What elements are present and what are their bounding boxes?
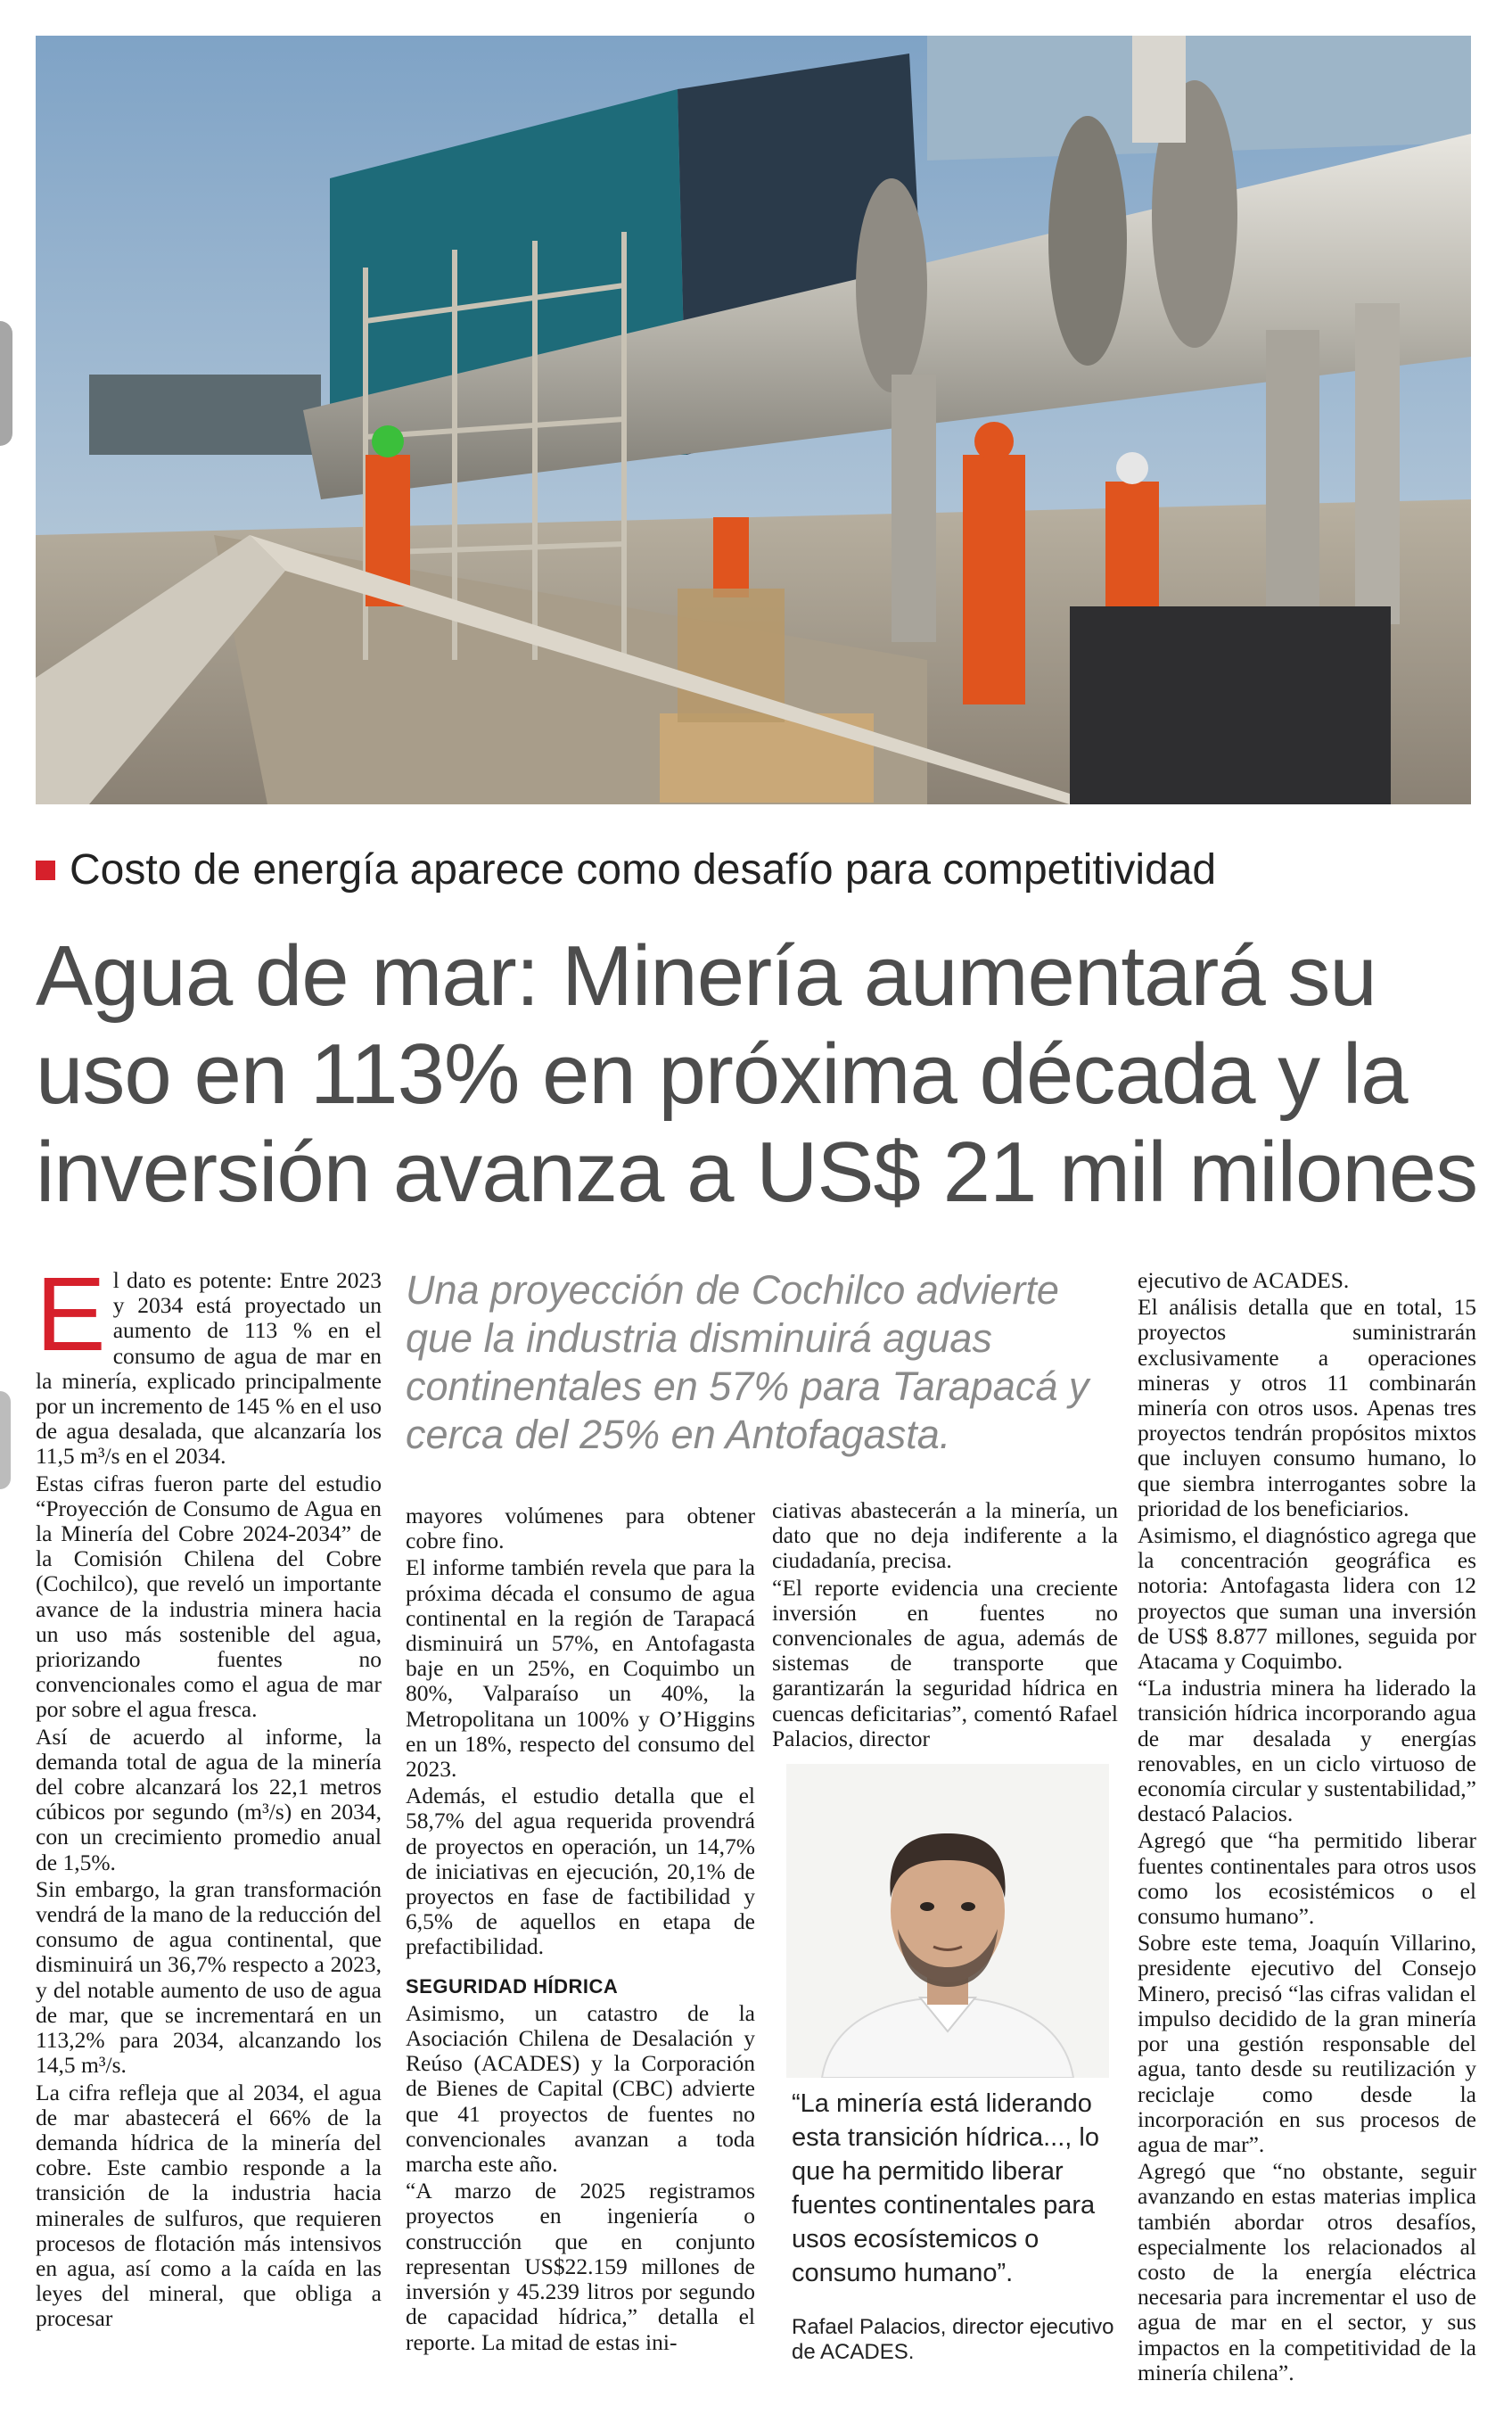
paragraph: “A marzo de 2025 registramos proyectos en ingeniería o construcción que en conjunto representan US$22.159 millones de inversión y 45.239 litros por segundo de capacidad hídrica,” detalla el reporte. La mitad de estas ini- <box>406 2178 755 2355</box>
paragraph: Asimismo, un catastro de la Asociación Chilena de Desalación y Reúso (ACADES) y la Corporación de Bienes de Capital (CBC) advierte que 41 proyectos de fuentes no convencionales avanzan a toda marcha este año. <box>406 1999 755 2178</box>
paragraph: ejecutivo de ACADES. <box>1138 1267 1350 1293</box>
article-column-2 <box>406 1503 755 2357</box>
page-edge-mark <box>0 1391 11 1489</box>
paragraph: El informe también revela que para la próxima década el consumo de agua continental en la región de Tarapacá disminuirá un 57%, en Antofagasta baje en un 25%, en Coquimbo un 80%, Valparaíso un 40%, la Metropolitana un 100% y O’Higgins en un 18%, respecto del consumo del 2023. <box>406 1554 755 1783</box>
kicker-marker <box>36 861 55 880</box>
paragraph: “La industria minera ha liderado la transición hídrica incorporando agua de mar desalada y energías renovables, en un ciclo virtuoso de economía circular y sustentabilidad,” destacó Palacios. <box>1138 1675 1476 1827</box>
paragraph: Sobre este tema, Joaquín Villarino, presidente ejecutivo del Consejo Minero, precisó “las cifras validan el impulso decidido de la gran minería por una gestión responsable del agua, tanto desde su reutilización y reciclaje como desde la incorporación en sus procesos de agua de mar”. <box>1138 1930 1476 2157</box>
paragraph: Así de acuerdo al informe, la demanda total de agua de la minería del cobre alcanzará los 22,1 metros cúbicos por segundo (m³/s) en 2034, con un crecimiento promedio anual de 1,5%. <box>36 1723 382 1875</box>
paragraph: “El reporte evidencia una creciente inversión en fuentes no convencionales de agua, además de sistemas de transporte que garantizarán la seguridad hídrica en cuencas deficitarias”, comentó Rafael Palacios, director <box>772 1574 1118 1751</box>
drop-cap: E <box>36 1256 106 1373</box>
article-column-3 <box>772 1498 1118 1753</box>
headline: Agua de mar: Minería aumentará su uso en 113% en próxima década y la inversión avanza a US$ 21 mil milones <box>36 928 1478 1220</box>
industrial-plant-photo <box>36 36 1471 804</box>
paragraph: Sin embargo, la gran transformación vendrá de la mano de la reducción del consumo de agua continental, que disminuirá un 36,7% respecto a 2023, y del notable aumento de uso de agua de mar, que se incrementará en un 113,2% para 2034, alcanzando los 14,5 m³/s. <box>36 1875 382 2079</box>
paragraph: La cifra refleja que al 2034, el agua de mar abastecerá el 66% de la demanda hídrica de la minería del cobre. Este cambio responde a la transición de la industria hacia minerales de sulfuros, que requieren procesos de flotación más intensivos en agua, así como a la caída en las leyes del mineral, que obliga a procesar <box>36 2079 382 2332</box>
paragraph: Agregó que “no obstante, seguir avanzando en estas materias implica también abordar otros desafíos, especialmente los relacionados al costo de la energía eléctrica necesaria para incrementar el uso de agua de mar en el sector, y sus impactos en la competitividad de la minería chilena”. <box>1138 2158 1476 2385</box>
kicker <box>36 845 1471 894</box>
article-column-1 <box>36 1256 382 2334</box>
paragraph: El análisis detalla que en total, 15 proyectos suministrarán exclusivamente a operaciones mineras y otros 11 combinarán minería con otros usos. Apenas tres proyectos tendrán propósitos mixtos que incluyen consumo humano, lo que siembra interrogantes sobre la prioridad de los beneficiarios. <box>1138 1294 1476 1521</box>
person-portrait-icon <box>786 1764 1109 2078</box>
kicker-text: Costo de energía aparece como desafío para competitividad <box>70 846 1217 894</box>
lead-photo <box>36 36 1471 804</box>
paragraph: Además, el estudio detalla que el 58,7% del agua requerida provendrá de proyectos en operación, un 14,7% de iniciativas en ejecución, 20,1% de proyectos en fase de factibilidad y 6,5% de aquellos en etapa de prefactibilidad. <box>406 1783 755 1960</box>
section-subhead: SEGURIDAD HÍDRICA <box>406 1974 619 1998</box>
portrait-caption: Rafael Palacios, director ejecutivo de ACADES. <box>792 2315 1114 2364</box>
paragraph: El dato es potente: Entre 2023 y 2034 está proyectado un aumento de 113 % en el consumo de agua de mar en la minería, explicado principalmente por un incremento de 145 % en el uso de agua desalada, que alcanzaría los 11,5 m³/s en el 2034. <box>36 1256 382 1470</box>
paragraph: ciativas abastecerán a la minería, un dato que no deja indiferente a la ciudadanía, precisa. <box>772 1497 1118 1574</box>
deck: Una proyección de Cochilco advierte que la industria disminuirá aguas continentales en 57% para Tarapacá y cerca del 25% en Antofagasta. <box>406 1267 1089 1457</box>
page-edge-mark <box>0 321 12 446</box>
paragraph: Asimismo, el diagnóstico agrega que la concentración geográfica es notoria: Antofagasta lidera con 12 proyectos que suman una inversión de US$ 8.877 millones, seguida por Atacama y Coquimbo. <box>1138 1522 1476 1675</box>
paragraph: Agregó que “ha permitido liberar fuentes continentales para otros usos como los ecosistémicos o el consumo humano”. <box>1138 1827 1476 1930</box>
pull-quote: “La minería está liderando esta transición hídrica..., lo que ha permitido liberar fuentes continentales para usos ecosístemicos o consumo humano”. <box>792 2089 1099 2287</box>
portrait-photo <box>786 1764 1109 2078</box>
paragraph: Estas cifras fueron parte del estudio “Proyección de Consumo de Agua en la Minería del Cobre 2024-2034” de la Comisión Chilena del Cobre (Cochilco), que reveló un importante avance de la industria minera hacia un uso más sostenible del agua, priorizando fuentes no convencionales como el agua de mar por sobre el agua fresca. <box>36 1470 382 1723</box>
paragraph: mayores volúmenes para obtener cobre fino. <box>406 1503 755 1554</box>
article-column-4 <box>1138 1268 1476 2387</box>
